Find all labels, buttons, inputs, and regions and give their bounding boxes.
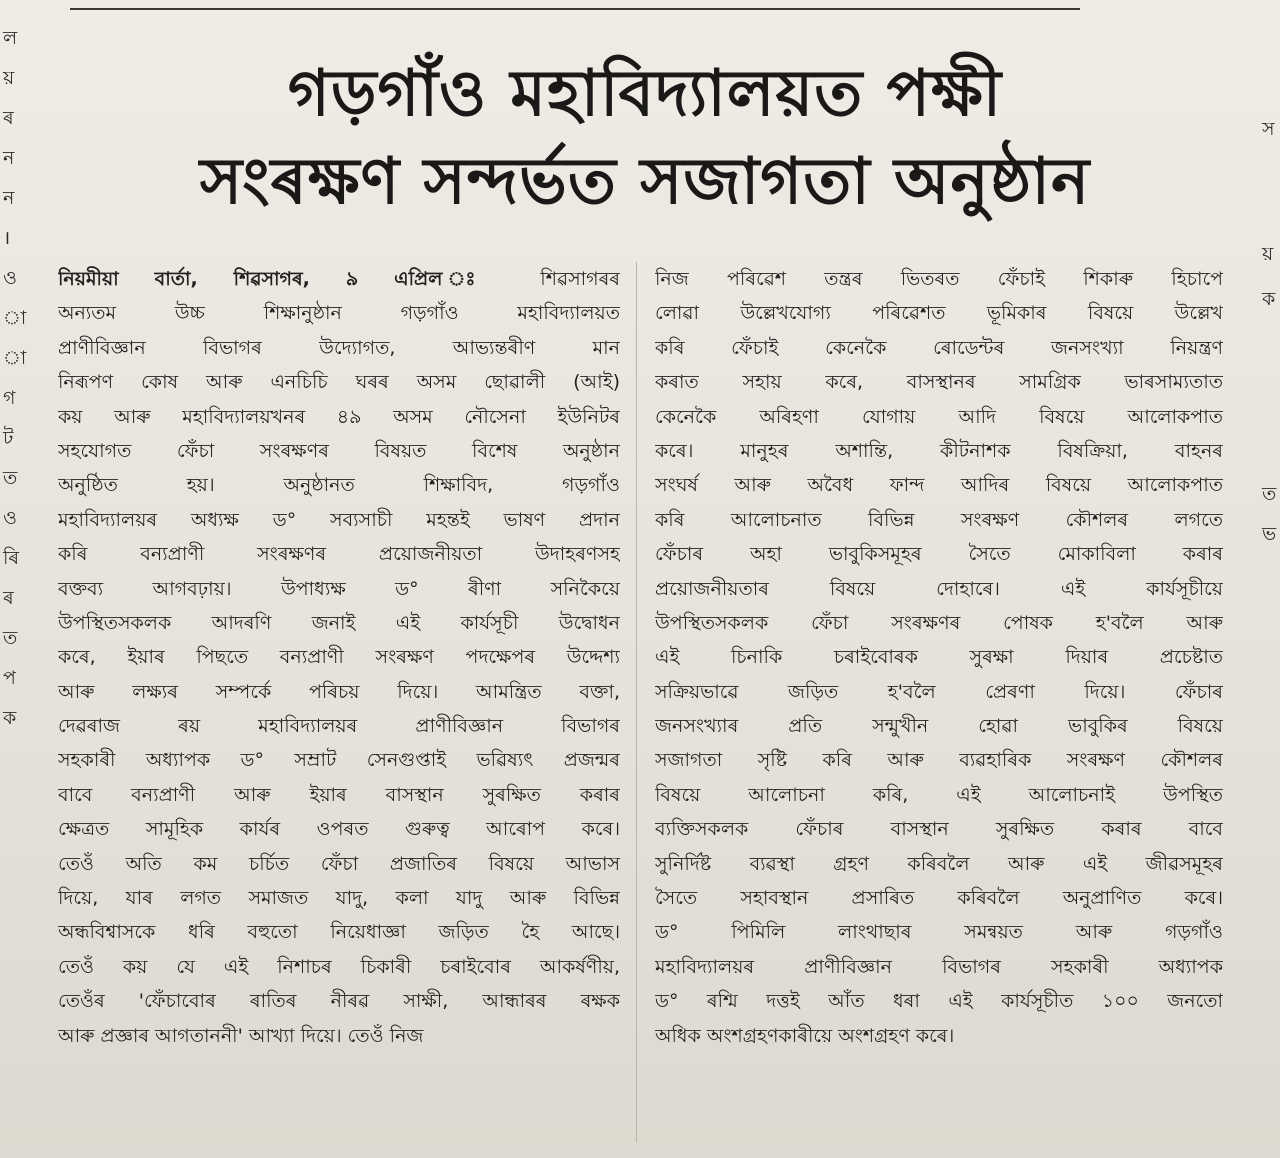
article-line: বক্তব্য আগবঢ়ায়। উপাধ্যক্ষ ড° ৰীণা সনিকৈয়ে xyxy=(58,577,620,600)
margin-fragment: স xyxy=(1262,118,1275,140)
article-line xyxy=(58,262,620,296)
article-line: কৰি আলোচনাত বিভিন্ন সংৰক্ষণ কৌশলৰ লগতে xyxy=(655,508,1223,531)
article-line: কৰে, ইয়াৰ পিছতে বন্যপ্ৰাণী সংৰক্ষণ পদক্ষেপৰ উদ্দেশ্য xyxy=(58,646,620,669)
article-line: ক্ষেত্ৰত সামূহিক কাৰ্যৰ ওপৰত গুৰুত্ব আৰোপ কৰে। xyxy=(58,818,620,841)
article-line: ড° পিমিলি লাংথাছাৰ সমন্বয়ত আৰু গড়গাঁও xyxy=(655,921,1223,944)
article-line: কৰাত সহায় কৰে, বাসস্থানৰ সামগ্ৰিক ভাৰসাম্যতাত xyxy=(655,371,1223,394)
margin-fragment: ন xyxy=(3,187,15,209)
article-line: বাবে বন্যপ্ৰাণী আৰু ইয়াৰ বাসস্থান সুৰক্ষিত কৰাৰ xyxy=(58,783,620,806)
article-line: কেনেকৈ অৰিহণা যোগায় আদি বিষয়ে আলোকপাত xyxy=(655,405,1223,428)
margin-fragment: ৰি xyxy=(3,547,20,569)
margin-fragment: । xyxy=(3,227,11,249)
article-line: সহযোগত ফেঁচা সংৰক্ষণৰ বিষয়ত বিশেষ অনুষ্ঠান xyxy=(58,439,620,462)
dateline: নিয়মীয়া বাৰ্তা, শিৱসাগৰ, ৯ এপ্ৰিল ঃ xyxy=(58,268,505,290)
article-line-text: শিৱসাগৰৰ xyxy=(540,268,620,290)
article-line: এই চিনাকি চৰাইবোৰক সুৰক্ষা দিয়াৰ প্ৰচেষ্টাত xyxy=(655,646,1223,669)
article-line: আৰু লক্ষ্যৰ সম্পৰ্কে পৰিচয় দিয়ে। আমন্ত্ৰিত বক্তা, xyxy=(58,680,620,703)
margin-fragment: া xyxy=(3,347,27,369)
margin-fragment: া xyxy=(3,307,27,329)
article-line: সজাগতা সৃষ্টি কৰি আৰু ব্যৱহাৰিক সংৰক্ষণ কৌশলৰ xyxy=(655,749,1223,772)
article-line: অন্ধবিশ্বাসকে ধৰি বহুতো নিয়েধাজ্ঞা জড়িত হৈ আছে। xyxy=(58,921,620,944)
article-line: প্ৰাণীবিজ্ঞান বিভাগৰ উদ্যোগত, আভ্যন্তৰীণ মান xyxy=(58,336,620,359)
article-line: সক্ৰিয়ভাৱে জড়িত হ'বলৈ প্ৰেৰণা দিয়ে। ফেঁচাৰ xyxy=(655,680,1223,703)
margin-fragment: ল xyxy=(3,27,18,49)
column-divider xyxy=(636,262,637,1142)
article-line: উপস্থিতসকলক ফেঁচা সংৰক্ষণৰ পোষক হ'বলৈ আৰু xyxy=(655,611,1223,634)
article-line: আৰু প্ৰজ্ঞাৰ আগতাননী' আখ্যা দিয়ে। তেওঁ নিজ xyxy=(58,1024,424,1047)
article-line: কয় আৰু মহাবিদ্যালয়খনৰ ৪৯ অসম নৌসেনা ইউনিটৰ xyxy=(58,405,620,428)
article-line: মহাবিদ্যালয়ৰ অধ্যক্ষ ড° সব্যসাচী মহন্তই ভাষণ প্ৰদান xyxy=(58,508,620,531)
article-line: অন্যতম উচ্চ শিক্ষানুষ্ঠান গড়গাঁও মহাবিদ্যালয়ত xyxy=(58,302,620,325)
margin-fragment: প xyxy=(3,667,16,689)
article-line: কৰি বন্যপ্ৰাণী সংৰক্ষণৰ প্ৰয়োজনীয়তা উদাহৰণসহ xyxy=(58,543,620,566)
margin-fragment: ৰ xyxy=(3,587,14,609)
article-line: ড° ৰশ্মি দত্তই আঁত ধৰা এই কাৰ্যসূচীত ১০০ জনতো xyxy=(655,990,1223,1013)
margin-fragment: ট xyxy=(3,427,14,449)
margin-fragment: ৰ xyxy=(3,107,14,129)
left-margin-fragments xyxy=(0,0,30,1158)
article-line: জনসংখ্যাৰ প্ৰতি সন্মুখীন হোৱা ভাবুকিৰ বিষয়ে xyxy=(655,715,1223,738)
article-line: সুনিৰ্দিষ্ট ব্যৱস্থা গ্ৰহণ কৰিবলৈ আৰু এই জীৱসমূহৰ xyxy=(655,852,1223,875)
margin-fragment: ক xyxy=(1262,288,1276,310)
article-line: তেওঁৰ 'ফেঁচাবোৰ ৰাতিৰ নীৰৱ সাক্ষী, আন্ধাৰৰ ৰক্ষক xyxy=(58,990,620,1013)
margin-fragment: ত xyxy=(1262,483,1277,505)
article-line: উপস্থিতসকলক আদৰণি জনাই এই কাৰ্যসূচী উদ্বোধন xyxy=(58,611,620,634)
article-line: লোৱা উল্লেখযোগ্য পৰিৱেশত ভূমিকাৰ বিষয়ে উল্লেখ xyxy=(655,302,1223,325)
article-line: ফেঁচাৰ অহা ভাবুকিসমূহৰ সৈতে মোকাবিলা কৰাৰ xyxy=(655,543,1223,566)
article-line: কৰে। মানুহৰ অশান্তি, কীটনাশক বিষক্ৰিয়া, বাহনৰ xyxy=(655,439,1223,462)
article-line: নিৰূপণ কোষ আৰু এনচিচি ঘৰৰ অসম ছোৱালী (আই) xyxy=(58,371,620,394)
margin-fragment: ত xyxy=(3,467,18,489)
article-column-right xyxy=(655,262,1223,1053)
article-line: কৰি ফেঁচাই কেনেকৈ ৰোডেন্টৰ জনসংখ্যা নিয়ন্ত্ৰণ xyxy=(655,336,1223,359)
article-line: সংঘৰ্ষ আৰু অবৈধ ফান্দ আদিৰ বিষয়ে আলোকপাত xyxy=(655,474,1223,497)
article-line: তেওঁ অতি কম চৰ্চিত ফেঁচা প্ৰজাতিৰ বিষয়ে আভাস xyxy=(58,852,620,875)
article-line: ব্যক্তিসকলক ফেঁচাৰ বাসস্থান সুৰক্ষিত কৰাৰ বাবে xyxy=(655,818,1223,841)
right-margin-fragments xyxy=(1260,0,1280,1158)
margin-fragment: ও xyxy=(3,267,17,289)
headline-line-2: সংৰক্ষণ সন্দৰ্ভত সজাগতা অনুষ্ঠান xyxy=(199,145,1091,219)
margin-fragment: ক xyxy=(3,707,17,729)
article-line: প্ৰয়োজনীয়তাৰ বিষয়ে দোহাৰে। এই কাৰ্যসূচীয়ে xyxy=(655,577,1223,600)
headline xyxy=(50,50,1240,226)
article-line: বিষয়ে আলোচনা কৰি, এই আলোচনাই উপস্থিত xyxy=(655,783,1223,806)
margin-fragment: য় xyxy=(1262,243,1274,265)
article-line: অনুষ্ঠিত হয়। অনুষ্ঠানত শিক্ষাবিদ, গড়গাঁও xyxy=(58,474,620,497)
article-line: তেওঁ কয় যে এই নিশাচৰ চিকাৰী চৰাইবোৰ আকৰ্ষণীয়, xyxy=(58,955,620,978)
article-line: দিয়ে, যাৰ লগত সমাজত যাদু, কলা যাদু আৰু বিভিন্ন xyxy=(58,887,620,910)
article-column-left xyxy=(58,262,620,1053)
headline-line-1: গড়গাঁও মহাবিদ্যালয়ত পক্ষী xyxy=(287,57,1003,131)
margin-fragment: ও xyxy=(3,507,17,529)
article-line: দেৱৰাজ ৰয় মহাবিদ্যালয়ৰ প্ৰাণীবিজ্ঞান বিভাগৰ xyxy=(58,715,620,738)
margin-fragment: য় xyxy=(3,67,15,89)
article-line: মহাবিদ্যালয়ৰ প্ৰাণীবিজ্ঞান বিভাগৰ সহকাৰী অধ্যাপক xyxy=(655,955,1223,978)
margin-fragment: গ xyxy=(3,387,16,409)
article-line: নিজ পৰিৱেশ তন্ত্ৰৰ ভিতৰত ফেঁচাই শিকাৰু হিচাপে xyxy=(655,268,1223,290)
article-line: অধিক অংশগ্ৰহণকাৰীয়ে অংশগ্ৰহণ কৰে। xyxy=(655,1024,955,1047)
margin-fragment: ন xyxy=(3,147,15,169)
article-line: সৈতে সহাবস্থান প্ৰসাৰিত কৰিবলৈ অনুপ্ৰাণিত কৰে। xyxy=(655,887,1223,910)
margin-fragment: ত xyxy=(3,627,18,649)
article-line: সহকাৰী অধ্যাপক ড° সম্ৰাট সেনগুপ্তাই ভৱিষ্যৎ প্ৰজন্মৰ xyxy=(58,749,620,772)
margin-fragment: ভ xyxy=(1262,523,1277,545)
top-rule xyxy=(70,0,1080,10)
